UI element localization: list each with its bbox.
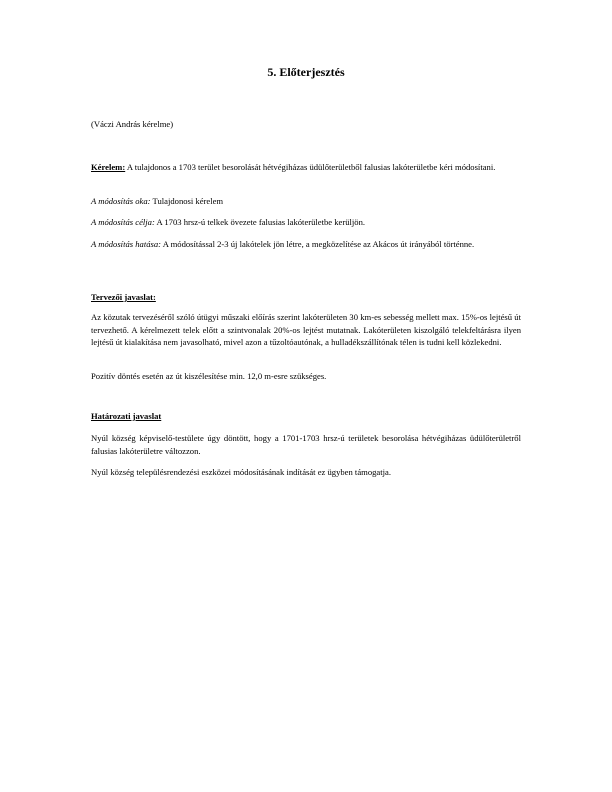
planner-text-2: Pozitív döntés esetén az út kiszélesítése min. 12,0 m-esre szükséges. [91,371,327,381]
page-title: 5. Előterjesztés [267,65,345,79]
resolution-paragraph-1 [91,432,521,457]
planner-heading: Tervezői javaslat: [91,292,156,302]
resolution-paragraph-2 [91,466,521,479]
request-label: Kérelem: [91,162,126,172]
request-paragraph [91,161,521,174]
effect-paragraph [91,238,521,251]
planner-heading-block [91,291,521,304]
resolution-heading-block [91,410,521,423]
requester-line [91,118,521,131]
resolution-text-1: Nyúl község képviselő-testülete úgy döntött, hogy a 1701-1703 hrsz-ú területek besorolása hétvégiházas üdülőterületről falusias lakóterületre változzon. [91,433,521,456]
reason-text: Tulajdonosi kérelem [150,196,224,206]
planner-text-1: Az közutak tervezéséről szóló útügyi műszaki előírás szerint lakóterületen 30 km-es sebesség mellett max. 15%-os lejtésű út tervezhető. A kérelmezett telek előtt a szintvonalak 20%-os lejtést mutatnak. Lakóterületen kiszolgáló telekfeltárásra ilyen lejtésű út kialakítása nem javasolható, mivel azon a tűzoltóautónak, a hulladékszállítónak télen is tudni kell közlekedni. [91,312,521,348]
resolution-text-2: Nyúl község településrendezési eszközei módosításának indítását ez ügyben támogatja. [91,467,391,477]
reason-paragraph [91,195,521,208]
resolution-heading: Határozati javaslat [91,411,162,421]
goal-text: A 1703 hrsz-ú telkek övezete falusias lakóterületbe kerüljön. [154,217,366,227]
effect-text: A módosítással 2-3 új lakótelek jön létre, a megközelítése az Akácos út irányából történne. [161,239,475,249]
effect-label: A módosítás hatása: [91,239,162,249]
request-text: A tulajdonos a 1703 terület besorolását hétvégiházas üdülőterületből falusias lakóterületbe kéri módosítani. [125,162,496,172]
reason-label: A módosítás oka: [91,196,151,206]
planner-paragraph-1 [91,311,521,349]
planner-paragraph-2 [91,370,521,383]
requester-text: (Váczi András kérelme) [91,119,174,129]
goal-label: A módosítás célja: [91,217,155,227]
goal-paragraph [91,216,521,229]
